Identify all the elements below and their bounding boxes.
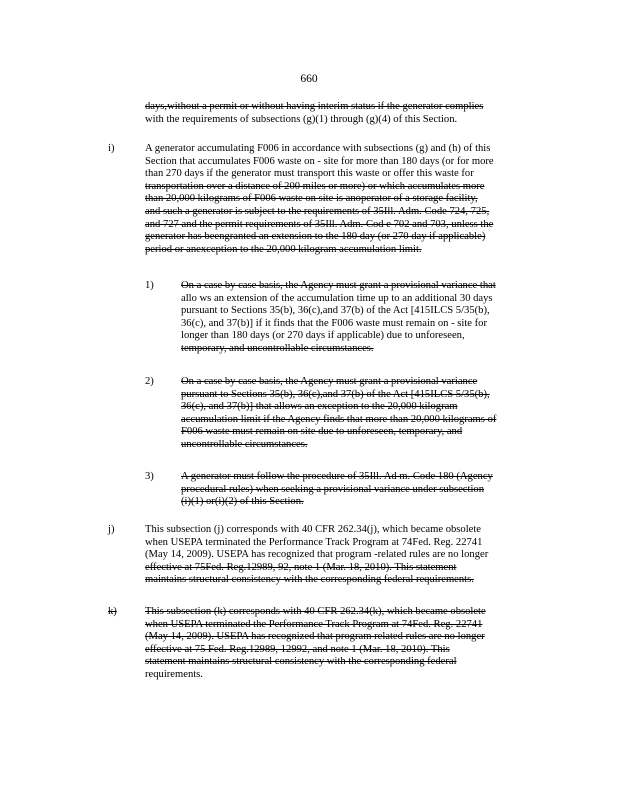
text-line: (May 14, 2009). USEPA has recognized that program -related rules are no longer <box>145 549 489 561</box>
subsection-3-paragraph <box>181 471 521 509</box>
text-line: allo ws an extension of the accumulation time up to an additional 30 days <box>181 292 493 304</box>
section-k-paragraph <box>145 606 535 682</box>
text-line: F006 waste must remain on site due to unforeseen, temporary, and <box>181 426 463 438</box>
text-line: 36(c), and 37(b)] that allows an exception to the 20,000 kilogram <box>181 401 458 413</box>
text-line: maintains structural consistency with the corresponding federal requirements. <box>145 574 474 586</box>
intro-paragraph <box>145 101 521 126</box>
text-line: On a case by case basis, the Agency must grant a provisional variance <box>181 376 478 387</box>
text-line: effective at 75Fed. Reg.12989, 92, note 1 (Mar. 18, 2010). This statement <box>145 561 457 573</box>
text-line: and 727 and the permit requirements of 35Ill. Adm. Cod e 702 and 703, unless the <box>145 218 494 230</box>
page-number: 660 <box>300 73 318 85</box>
subsection-2-label: 2) <box>145 376 154 387</box>
text-line: days,without a permit or without having interim status if the generator complies <box>145 101 484 112</box>
text-line: requirements. <box>145 668 203 680</box>
text-line: temporary, and uncontrollable circumstances. <box>181 342 374 354</box>
subsection-3-label: 3) <box>145 471 154 482</box>
text-line: pursuant to Sections 35(b), 36(c),and 37(b) of the Act [415ILCS 5/35(b), <box>181 388 490 400</box>
text-line: 36(c), and 37(b)] if it finds that the F006 waste must remain on - site for <box>181 317 487 329</box>
subsection-1-label: 1) <box>145 280 154 291</box>
text-line: uncontrollable circumstances. <box>181 438 308 450</box>
text-line: Section that accumulates F006 waste on - site for more than 180 days (or for more <box>145 155 494 167</box>
text-line: (May 14, 2009). USEPA has recognized that program related rules are no longer <box>145 631 485 643</box>
section-i-label: i) <box>108 143 115 154</box>
text-line: than 20,000 kilograms of F006 waste on site is anoperator of a storage facility, <box>145 193 478 205</box>
section-j-paragraph <box>145 524 535 587</box>
text-line: effective at 75 Fed. Reg.12989, 12992, and note 1 (Mar. 18, 2010). This <box>145 643 450 655</box>
section-j-label: j) <box>108 524 115 535</box>
text-line: when USEPA terminated the Performance Track Program at 74Fed. Reg. 22741 <box>145 536 483 548</box>
text-line: than 270 days if the generator must transport this waste or offer this waste for <box>145 168 474 180</box>
text-line: A generator accumulating F006 in accordance with subsections (g) and (h) of this <box>145 143 491 154</box>
text-line: procedural rules) when seeking a provisional variance under subsection <box>181 483 484 495</box>
text-line: period or anexception to the 20,000 kilogram accumulation limit. <box>145 243 422 255</box>
subsection-2-paragraph <box>181 376 539 452</box>
text-line: A generator must follow the procedure of 35Ill. Ad m. Code 180 (Agency <box>181 471 493 482</box>
section-k-label: k) <box>108 606 117 617</box>
text-line: pursuant to Sections 35(b), 36(c),and 37(b) of the Act [415ILCS 5/35(b), <box>181 305 490 317</box>
text-line: This subsection (j) corresponds with 40 CFR 262.34(j), which became obsolete <box>145 524 481 535</box>
text-line: when USEPA terminated the Performance Track Program at 74Fed. Reg. 22741 <box>145 618 483 630</box>
text-line: On a case by case basis, the Agency must grant a provisional variance that <box>181 280 496 291</box>
text-line: and such a generator is subject to the requirements of 35Ill. Adm. Code 724, 725, <box>145 205 490 217</box>
text-line: statement maintains structural consistency with the corresponding federal <box>145 656 457 668</box>
text-line: This subsection (k) corresponds with 40 CFR 262.34(k), which became obsolete <box>145 606 486 617</box>
text-line: with the requirements of subsections (g)(1) through (g)(4) of this Section. <box>145 113 458 125</box>
text-line: accumulation limit if the Agency finds that more than 20,000 kilograms of <box>181 413 497 425</box>
subsection-1-paragraph <box>181 280 539 356</box>
text-line: (i)(1) or(i)(2) of this Section. <box>181 496 304 508</box>
text-line: longer than 180 days (or 270 days if applicable) due to unforeseen, <box>181 330 465 342</box>
text-line: generator has beengranted an extension to the 180 day (or 270 day if applicable) <box>145 231 486 243</box>
text-line: transportation over a distance of 200 miles or more) or which accumulates more <box>145 180 485 192</box>
section-i-paragraph <box>145 143 535 256</box>
